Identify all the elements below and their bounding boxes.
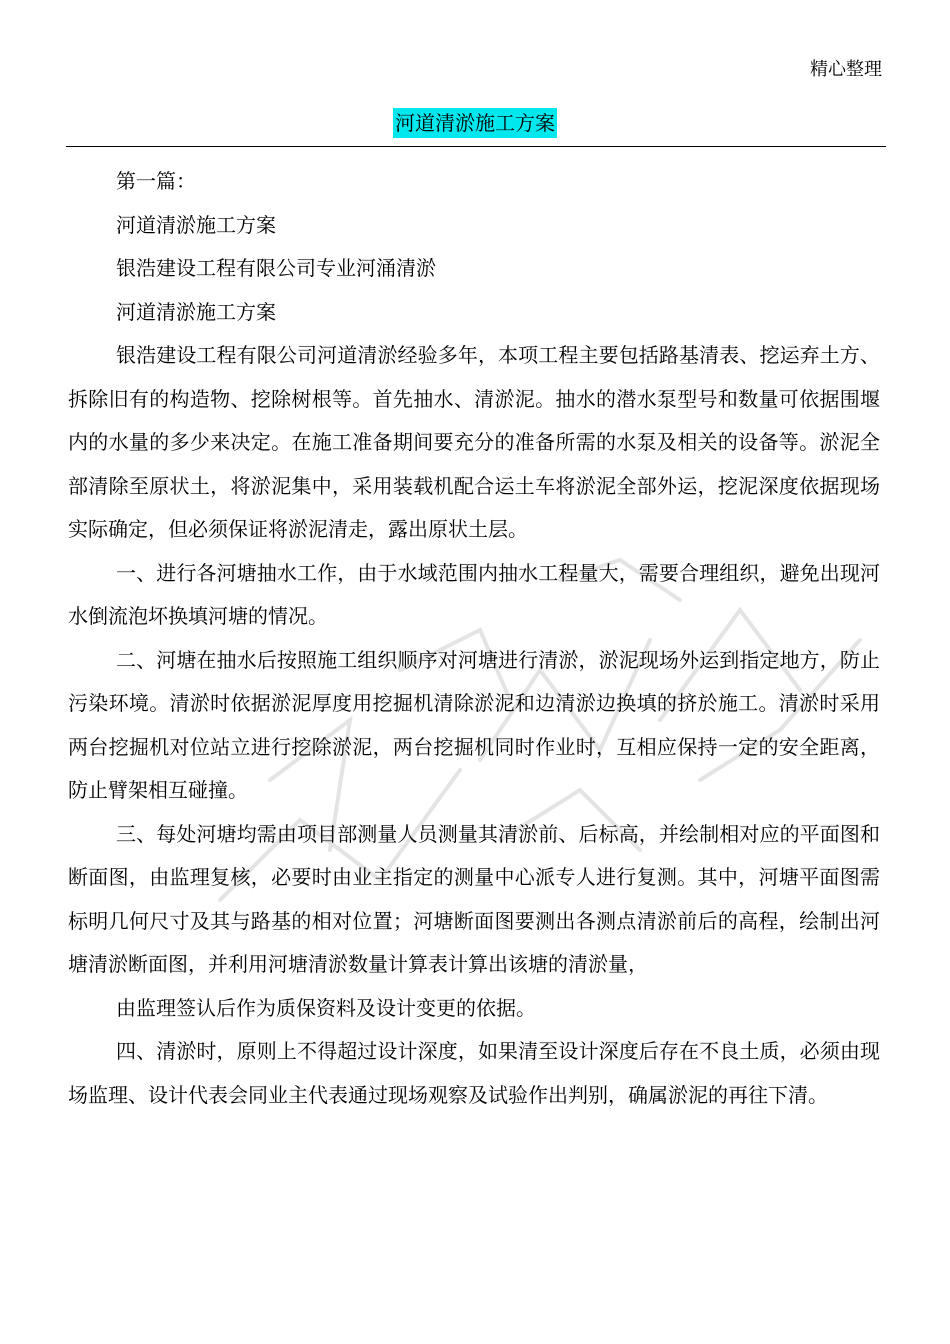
paragraph: 由监理签认后作为质保资料及设计变更的依据。 — [116, 995, 536, 1020]
title-divider — [66, 146, 886, 147]
paragraph: 一、进行各河塘抽水工作，由于水域范围内抽水工程量大，需要合理组织，避免出现河水倒流泡坏换填河塘的情况。 — [68, 560, 880, 628]
document-body — [68, 160, 880, 1117]
document-title: 河道清淤施工方案 — [393, 108, 557, 138]
paragraph: 二、河塘在抽水后按照施工组织顺序对河塘进行清淤，淤泥现场外运到指定地方，防止污染环境。清淤时依据淤泥厚度用挖掘机清除淤泥和边清淤边换填的挤於施工。清淤时采用两台挖掘机对位站立进行挖除淤泥，两台挖掘机同时作业时，互相应保持一定的安全距离，防止臂架相互碰撞。 — [68, 647, 880, 802]
paragraph: 第一篇： — [116, 169, 196, 193]
title-container — [0, 108, 950, 138]
header-note: 精心整理 — [810, 59, 882, 80]
paragraph: 三、每处河塘均需由项目部测量人员测量其清淤前、后标高，并绘制相对应的平面图和断面图，由监理复核，必要时由业主指定的测量中心派专人进行复测。其中，河塘平面图需标明几何尺寸及其与路基的相对位置；河塘断面图要测出各测点清淤前后的高程，绘制出河塘清淤断面图，并利用河塘清淤数量计算表计算出该塘的清淤量， — [68, 821, 880, 976]
paragraph: 银浩建设工程有限公司河道清淤经验多年，本项工程主要包括路基清表、挖运弃土方、拆除旧有的构造物、挖除树根等。首先抽水、清淤泥。抽水的潜水泵型号和数量可依据围堰内的水量的多少来决定。在施工准备期间要充分的准备所需的水泵及相关的设备等。淤泥全部清除至原状土，将淤泥集中，采用装载机配合运土车将淤泥全部外运，挖泥深度依据现场实际确定，但必须保证将淤泥清走，露出原状土层。 — [68, 343, 880, 541]
paragraph: 银浩建设工程有限公司专业河涌清淤 — [116, 256, 436, 280]
paragraph: 河道清淤施工方案 — [116, 212, 276, 237]
paragraph: 河道清淤施工方案 — [116, 299, 276, 324]
paragraph: 四、清淤时，原则上不得超过设计深度，如果清至设计深度后存在不良土质，必须由现场监理、设计代表会同业主代表通过现场观察及试验作出判别，确属淤泥的再往下清。 — [68, 1039, 880, 1107]
